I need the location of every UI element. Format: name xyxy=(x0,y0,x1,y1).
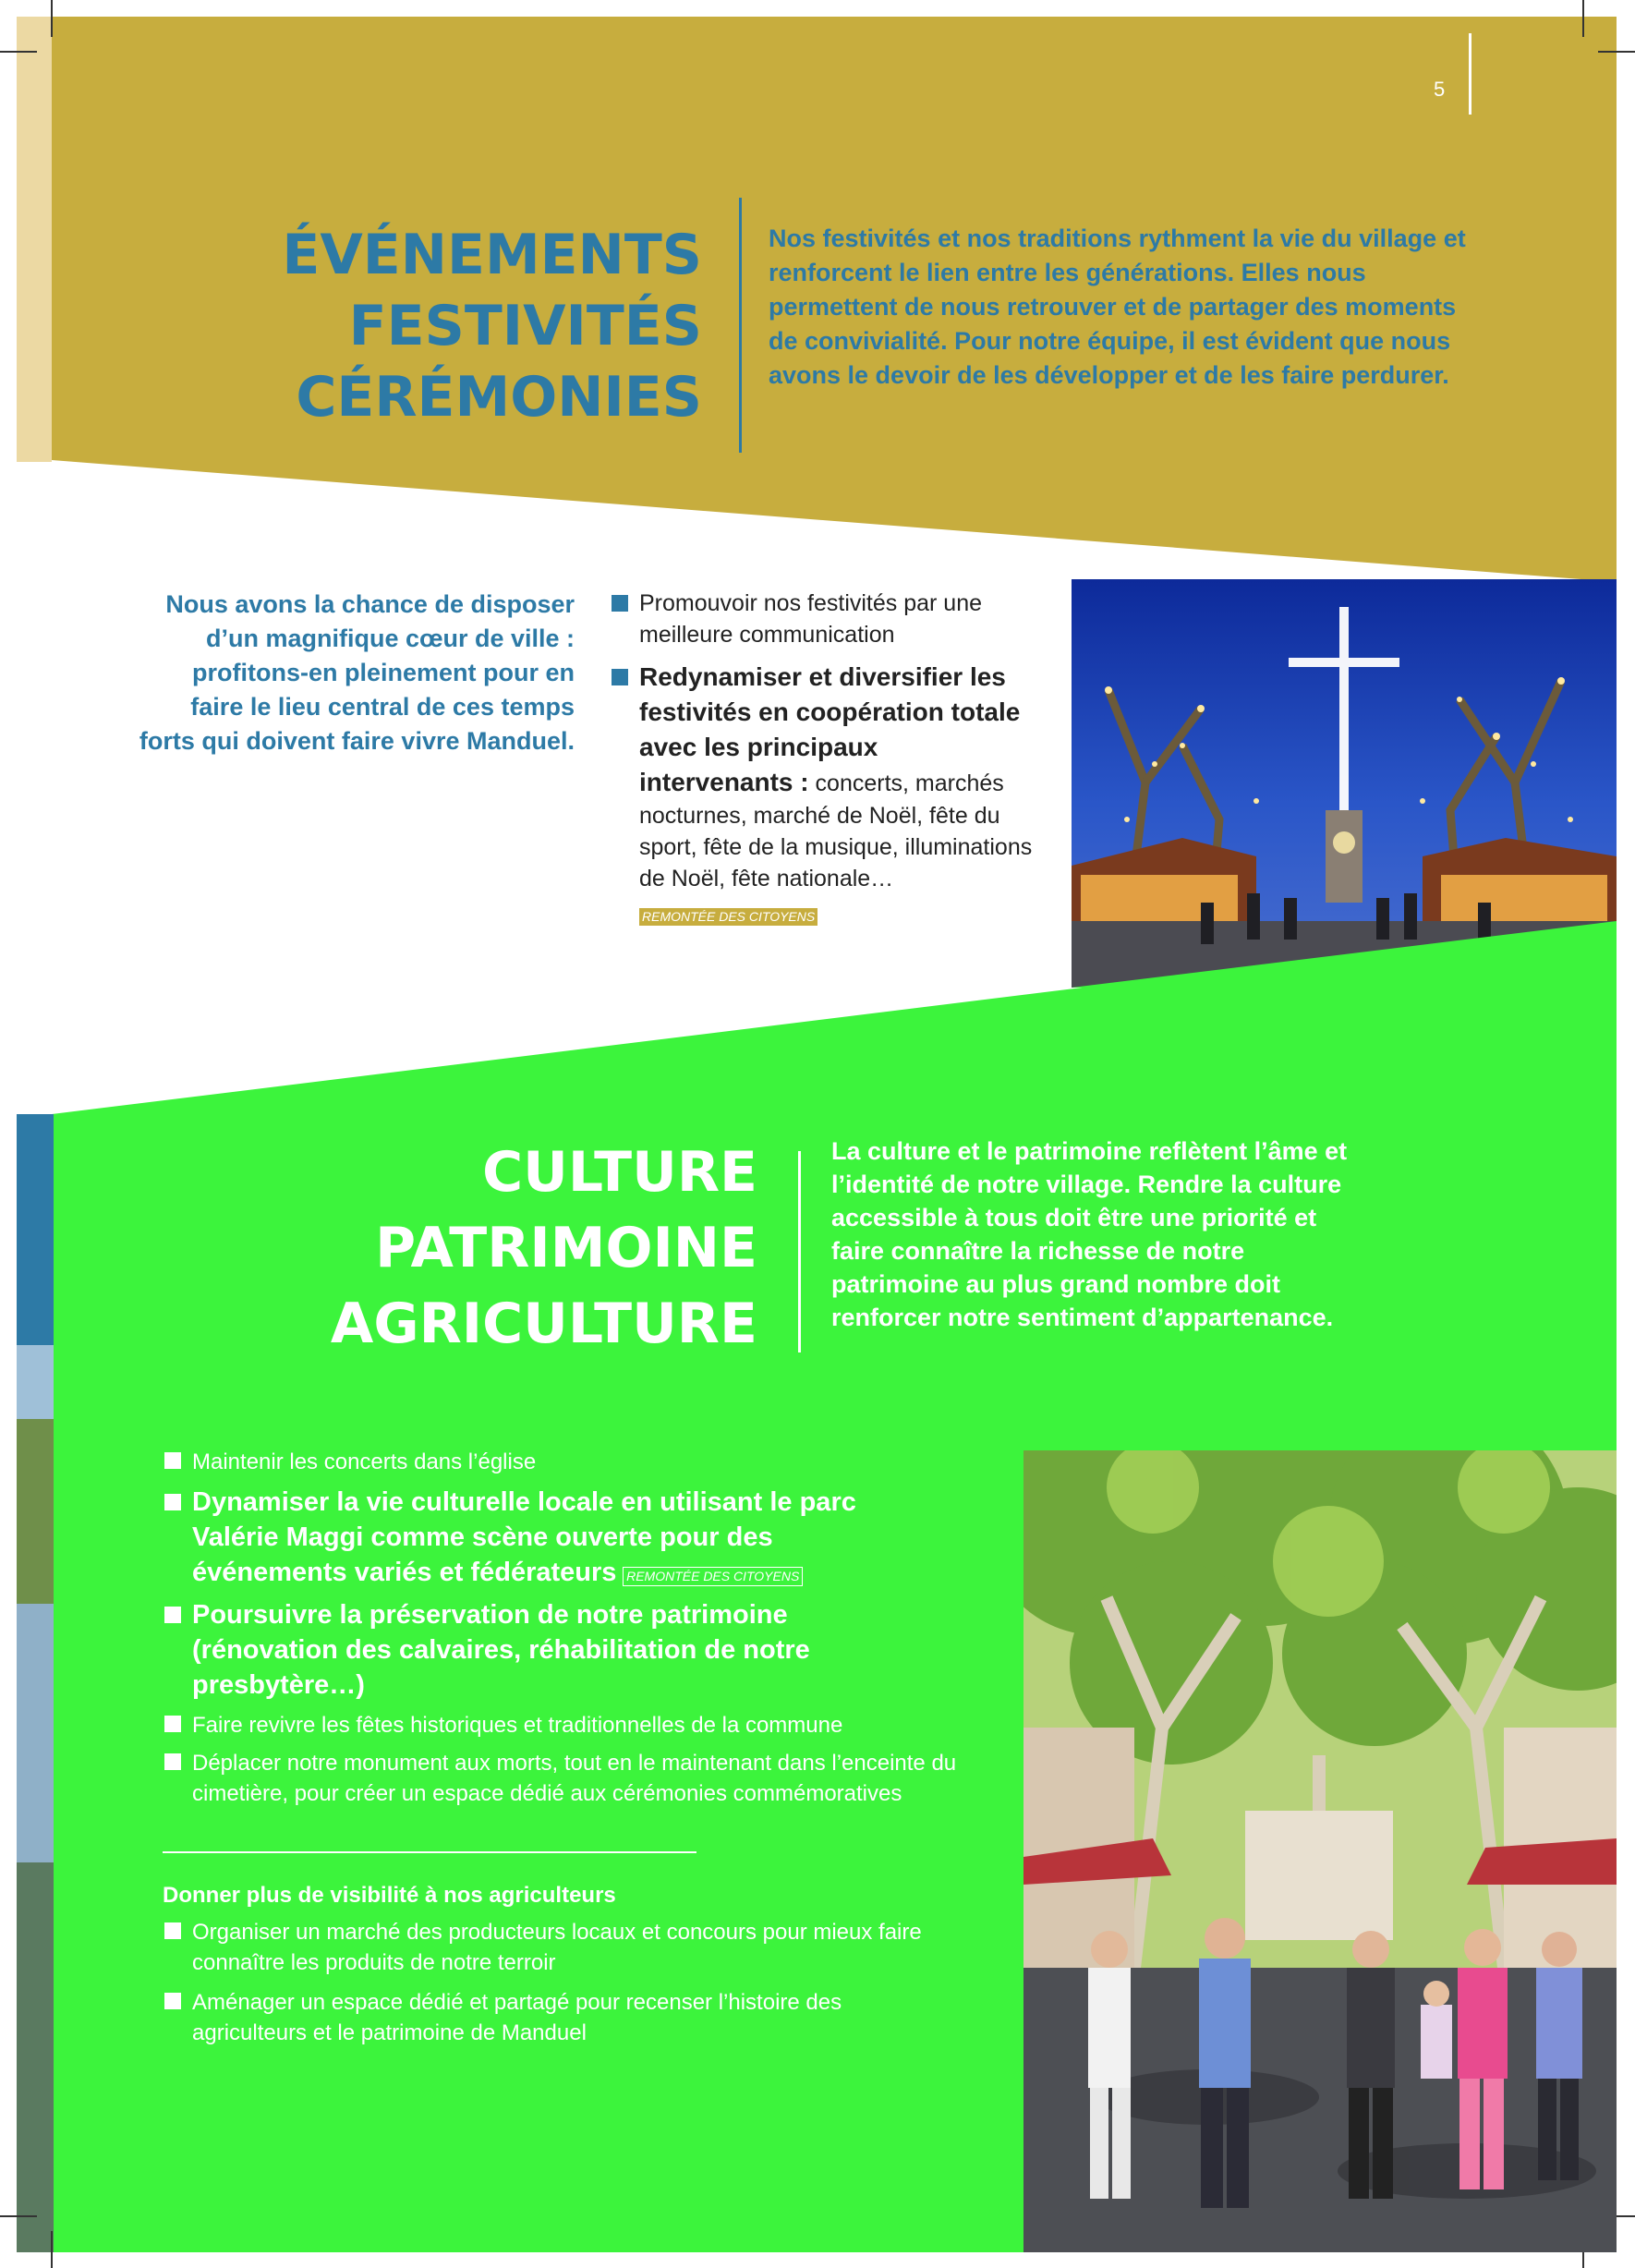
list-item xyxy=(163,1748,977,1809)
list-item-text: Promouvoir nos festivités par une meilleure communication xyxy=(639,590,983,648)
bullet-square-icon xyxy=(164,1753,181,1770)
list-item-text: Organiser un marché des producteurs locaux et concours pour mieux faire connaître les produits de notre terroir xyxy=(192,1920,922,1975)
list-item-text: Maintenir les concerts dans l’église xyxy=(192,1449,537,1474)
list-item-tag-row xyxy=(610,898,1035,929)
section2-title-line-2: PATRIMOINE xyxy=(375,1216,757,1280)
section1-intro: Nos festivités et nos traditions rythment la vie du village et renforcent le lien entre les générations. Elles nous permettent de nous retrouver et de partager des moments de convivialité. Pour notre équipe, il est évident que nous avons le devoir de les développer et de les faire perdurer. xyxy=(769,224,1466,389)
bullet-square-icon xyxy=(164,1494,181,1510)
citizen-feedback-tag: REMONTÉE DES CITOYENS xyxy=(639,908,818,926)
agriculture-heading: Donner plus de visibilité à nos agriculteurs xyxy=(163,1883,616,1908)
list-item-bold-text: Dynamiser la vie culturelle locale en utilisant le parc Valérie Maggi comme scène ouverte pour des événements variés et fédérateurs xyxy=(192,1487,856,1587)
list-item xyxy=(163,1485,913,1590)
citizen-feedback-tag: REMONTÉE DES CITOYENS xyxy=(623,1567,803,1586)
section1-divider xyxy=(739,198,742,453)
list-item xyxy=(163,1917,957,1978)
bullet-square-icon xyxy=(164,1716,181,1732)
section2-title-line-3: AGRICULTURE xyxy=(330,1292,757,1356)
page-number-rule xyxy=(1469,33,1472,115)
list-item xyxy=(610,588,1035,650)
list-item xyxy=(163,1597,913,1703)
list-item-text: Aménager un espace dédié et partagé pour recenser l’histoire des agriculteurs et le patrimoine de Manduel xyxy=(192,1990,842,2045)
list-item-text: Faire revivre les fêtes historiques et traditionnelles de la commune xyxy=(192,1713,843,1738)
section2-title xyxy=(203,1134,757,1362)
bullet-square-icon xyxy=(164,1452,181,1469)
list-item xyxy=(610,660,1035,894)
bullet-square-icon xyxy=(164,1922,181,1939)
agriculture-block xyxy=(163,1880,1003,2057)
section2-list xyxy=(163,1447,1003,1816)
section1-quote: Nous avons la chance de disposer d’un magnifique cœur de ville : profitons-en pleinement pour en faire le lieu central de ces temps forts qui doivent faire vivre Manduel. xyxy=(139,590,575,755)
section2-divider xyxy=(798,1151,801,1352)
section1-list xyxy=(610,588,1035,939)
section1-title xyxy=(185,220,702,433)
section2-rule xyxy=(163,1851,696,1853)
section1-title-line-3: CÉRÉMONIES xyxy=(296,365,702,430)
page-number: 5 xyxy=(1434,78,1446,101)
section2-title-line-1: CULTURE xyxy=(482,1140,757,1205)
christmas-market-photo xyxy=(1072,579,1617,988)
list-item-text: concerts, marchés nocturnes, marché de Noël, fête du sport, fête de la musique, illuminations de Noël, fête nationale… xyxy=(639,770,1033,891)
bullet-square-icon xyxy=(612,595,628,612)
section1-title-line-2: FESTIVITÉS xyxy=(348,294,702,358)
list-item xyxy=(163,1710,987,1740)
list-item xyxy=(163,1447,1003,1477)
bullet-square-icon xyxy=(164,1607,181,1623)
list-item-bold-text: Poursuivre la préservation de notre patrimoine (rénovation des calvaires, réhabilitation de notre presbytère…) xyxy=(192,1600,810,1700)
market-street-photo xyxy=(1023,1450,1617,2252)
section1-title-line-1: ÉVÉNEMENTS xyxy=(282,223,702,287)
bullet-square-icon xyxy=(612,669,628,685)
bullet-square-icon xyxy=(164,1993,181,2009)
list-item-text: Déplacer notre monument aux morts, tout en le maintenant dans l’enceinte du cimetière, pour créer un espace dédié aux cérémonies commémoratives xyxy=(192,1751,957,1806)
list-item xyxy=(163,1987,957,2048)
list-item-bold-text: Redynamiser et diversifier les festivités en coopération totale avec les principaux intervenants : xyxy=(639,662,1021,796)
section2-intro: La culture et le patrimoine reflètent l’âme et l’identité de notre village. Rendre la culture accessible à tous doit être une priorité et faire connaître la richesse de notre patrimoine au plus grand nombre doit renforcer notre sentiment d’appartenance. xyxy=(831,1137,1348,1331)
